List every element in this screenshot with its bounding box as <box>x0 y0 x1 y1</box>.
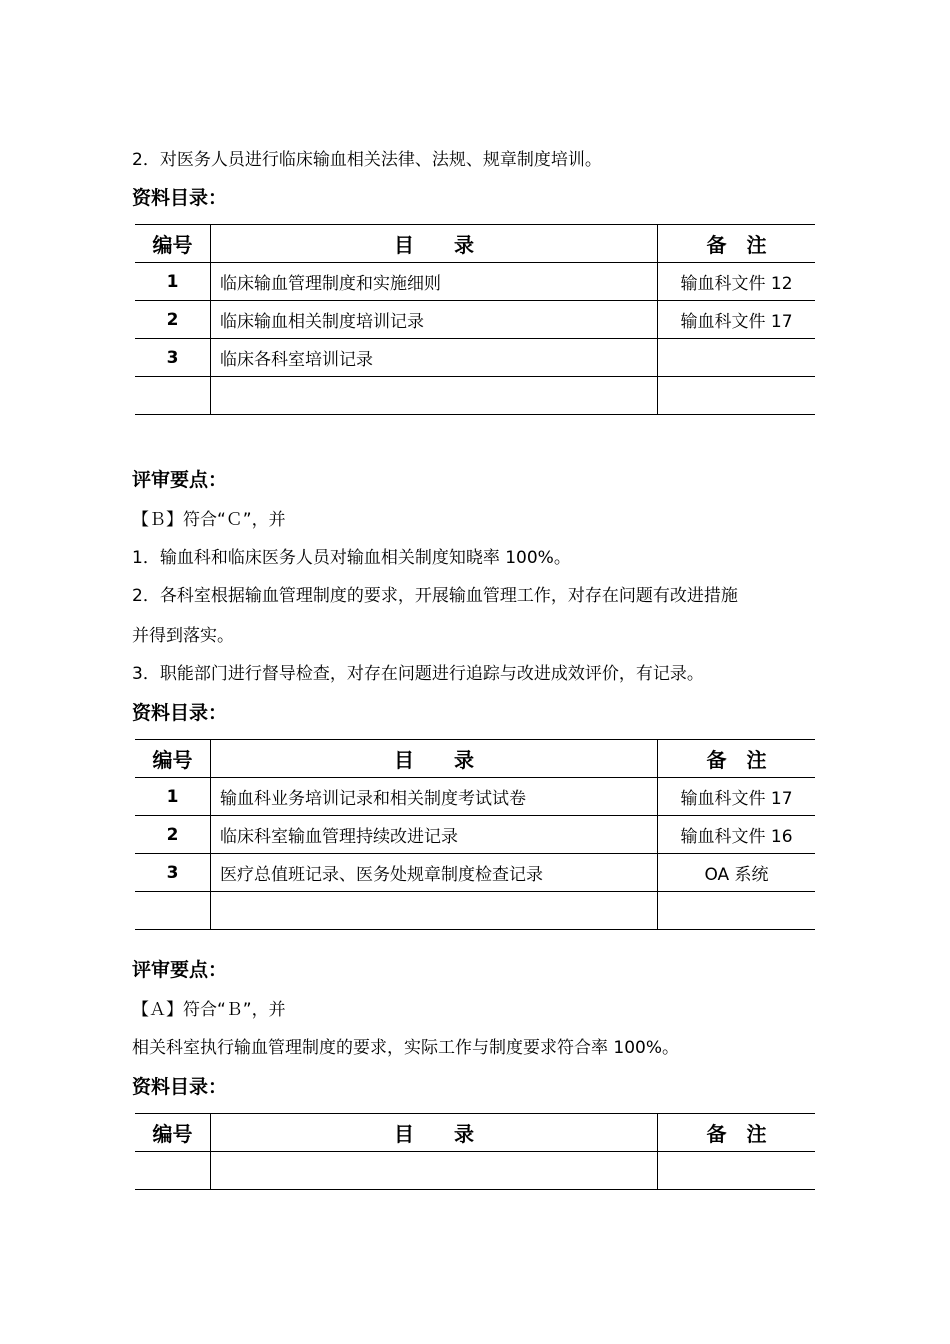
grade-b-item: 2．各科室根据输血管理制度的要求，开展输血管理工作，对存在问题有改进措施 <box>132 586 738 606</box>
row-no: 2 <box>135 816 211 854</box>
row-note: 输血科文件 12 <box>658 263 816 301</box>
header-no: 编号 <box>135 740 211 778</box>
review-heading-b: 评审要点： <box>132 469 228 491</box>
table-header-row <box>135 1114 815 1152</box>
row-title: 临床科室输血管理持续改进记录 <box>211 816 658 854</box>
row-title <box>211 892 658 930</box>
row-note: 输血科文件 17 <box>658 301 816 339</box>
table-row <box>135 854 815 892</box>
row-no: 1 <box>135 263 211 301</box>
row-note: 输血科文件 17 <box>658 778 816 816</box>
row-no: 2 <box>135 301 211 339</box>
row-note <box>658 339 816 377</box>
review-heading-a: 评审要点： <box>132 959 228 981</box>
table-row <box>135 377 815 415</box>
row-title: 医疗总值班记录、医务处规章制度检查记录 <box>211 854 658 892</box>
header-no: 编号 <box>135 225 211 263</box>
intro-line: 2．对医务人员进行临床输血相关法律、法规、规章制度培训。 <box>132 150 602 170</box>
materials-heading-3: 资料目录： <box>132 1076 228 1098</box>
grade-b-item: 3．职能部门进行督导检查，对存在问题进行追踪与改进成效评价，有记录。 <box>132 664 704 684</box>
table-row <box>135 1152 815 1190</box>
row-no <box>135 1152 211 1190</box>
table-row <box>135 301 815 339</box>
materials-table-1 <box>135 224 815 415</box>
row-note <box>658 377 816 415</box>
materials-heading-2: 资料目录： <box>132 702 228 724</box>
header-no: 编号 <box>135 1114 211 1152</box>
row-title: 临床输血管理制度和实施细则 <box>211 263 658 301</box>
grade-a-item: 相关科室执行输血管理制度的要求，实际工作与制度要求符合率 100%。 <box>132 1038 680 1058</box>
header-note: 备 注 <box>658 740 816 778</box>
table-row <box>135 778 815 816</box>
header-note: 备 注 <box>658 1114 816 1152</box>
header-note: 备 注 <box>658 225 816 263</box>
materials-table-3 <box>135 1113 815 1190</box>
row-note <box>658 1152 816 1190</box>
row-title <box>211 377 658 415</box>
grade-b-item: 并得到落实。 <box>132 626 234 646</box>
row-title: 临床输血相关制度培训记录 <box>211 301 658 339</box>
grade-a: 【Ａ】符合“Ｂ”，并 <box>132 1000 286 1020</box>
table-header-row <box>135 225 815 263</box>
table-row <box>135 816 815 854</box>
table-header-row <box>135 740 815 778</box>
grade-b-item: 1．输血科和临床医务人员对输血相关制度知晓率 100%。 <box>132 548 571 568</box>
row-title: 临床各科室培训记录 <box>211 339 658 377</box>
table-row <box>135 892 815 930</box>
row-note: OA 系统 <box>658 854 816 892</box>
row-note: 输血科文件 16 <box>658 816 816 854</box>
header-title: 目 录 <box>211 1114 658 1152</box>
row-no: 1 <box>135 778 211 816</box>
row-note <box>658 892 816 930</box>
header-title: 目 录 <box>211 740 658 778</box>
row-no: 3 <box>135 339 211 377</box>
row-title: 输血科业务培训记录和相关制度考试试卷 <box>211 778 658 816</box>
row-title <box>211 1152 658 1190</box>
materials-heading-1: 资料目录： <box>132 187 228 209</box>
row-no: 3 <box>135 854 211 892</box>
grade-b: 【Ｂ】符合“Ｃ”，并 <box>132 510 286 530</box>
table-row <box>135 263 815 301</box>
header-title: 目 录 <box>211 225 658 263</box>
row-no <box>135 377 211 415</box>
row-no <box>135 892 211 930</box>
materials-table-2 <box>135 739 815 930</box>
table-row <box>135 339 815 377</box>
